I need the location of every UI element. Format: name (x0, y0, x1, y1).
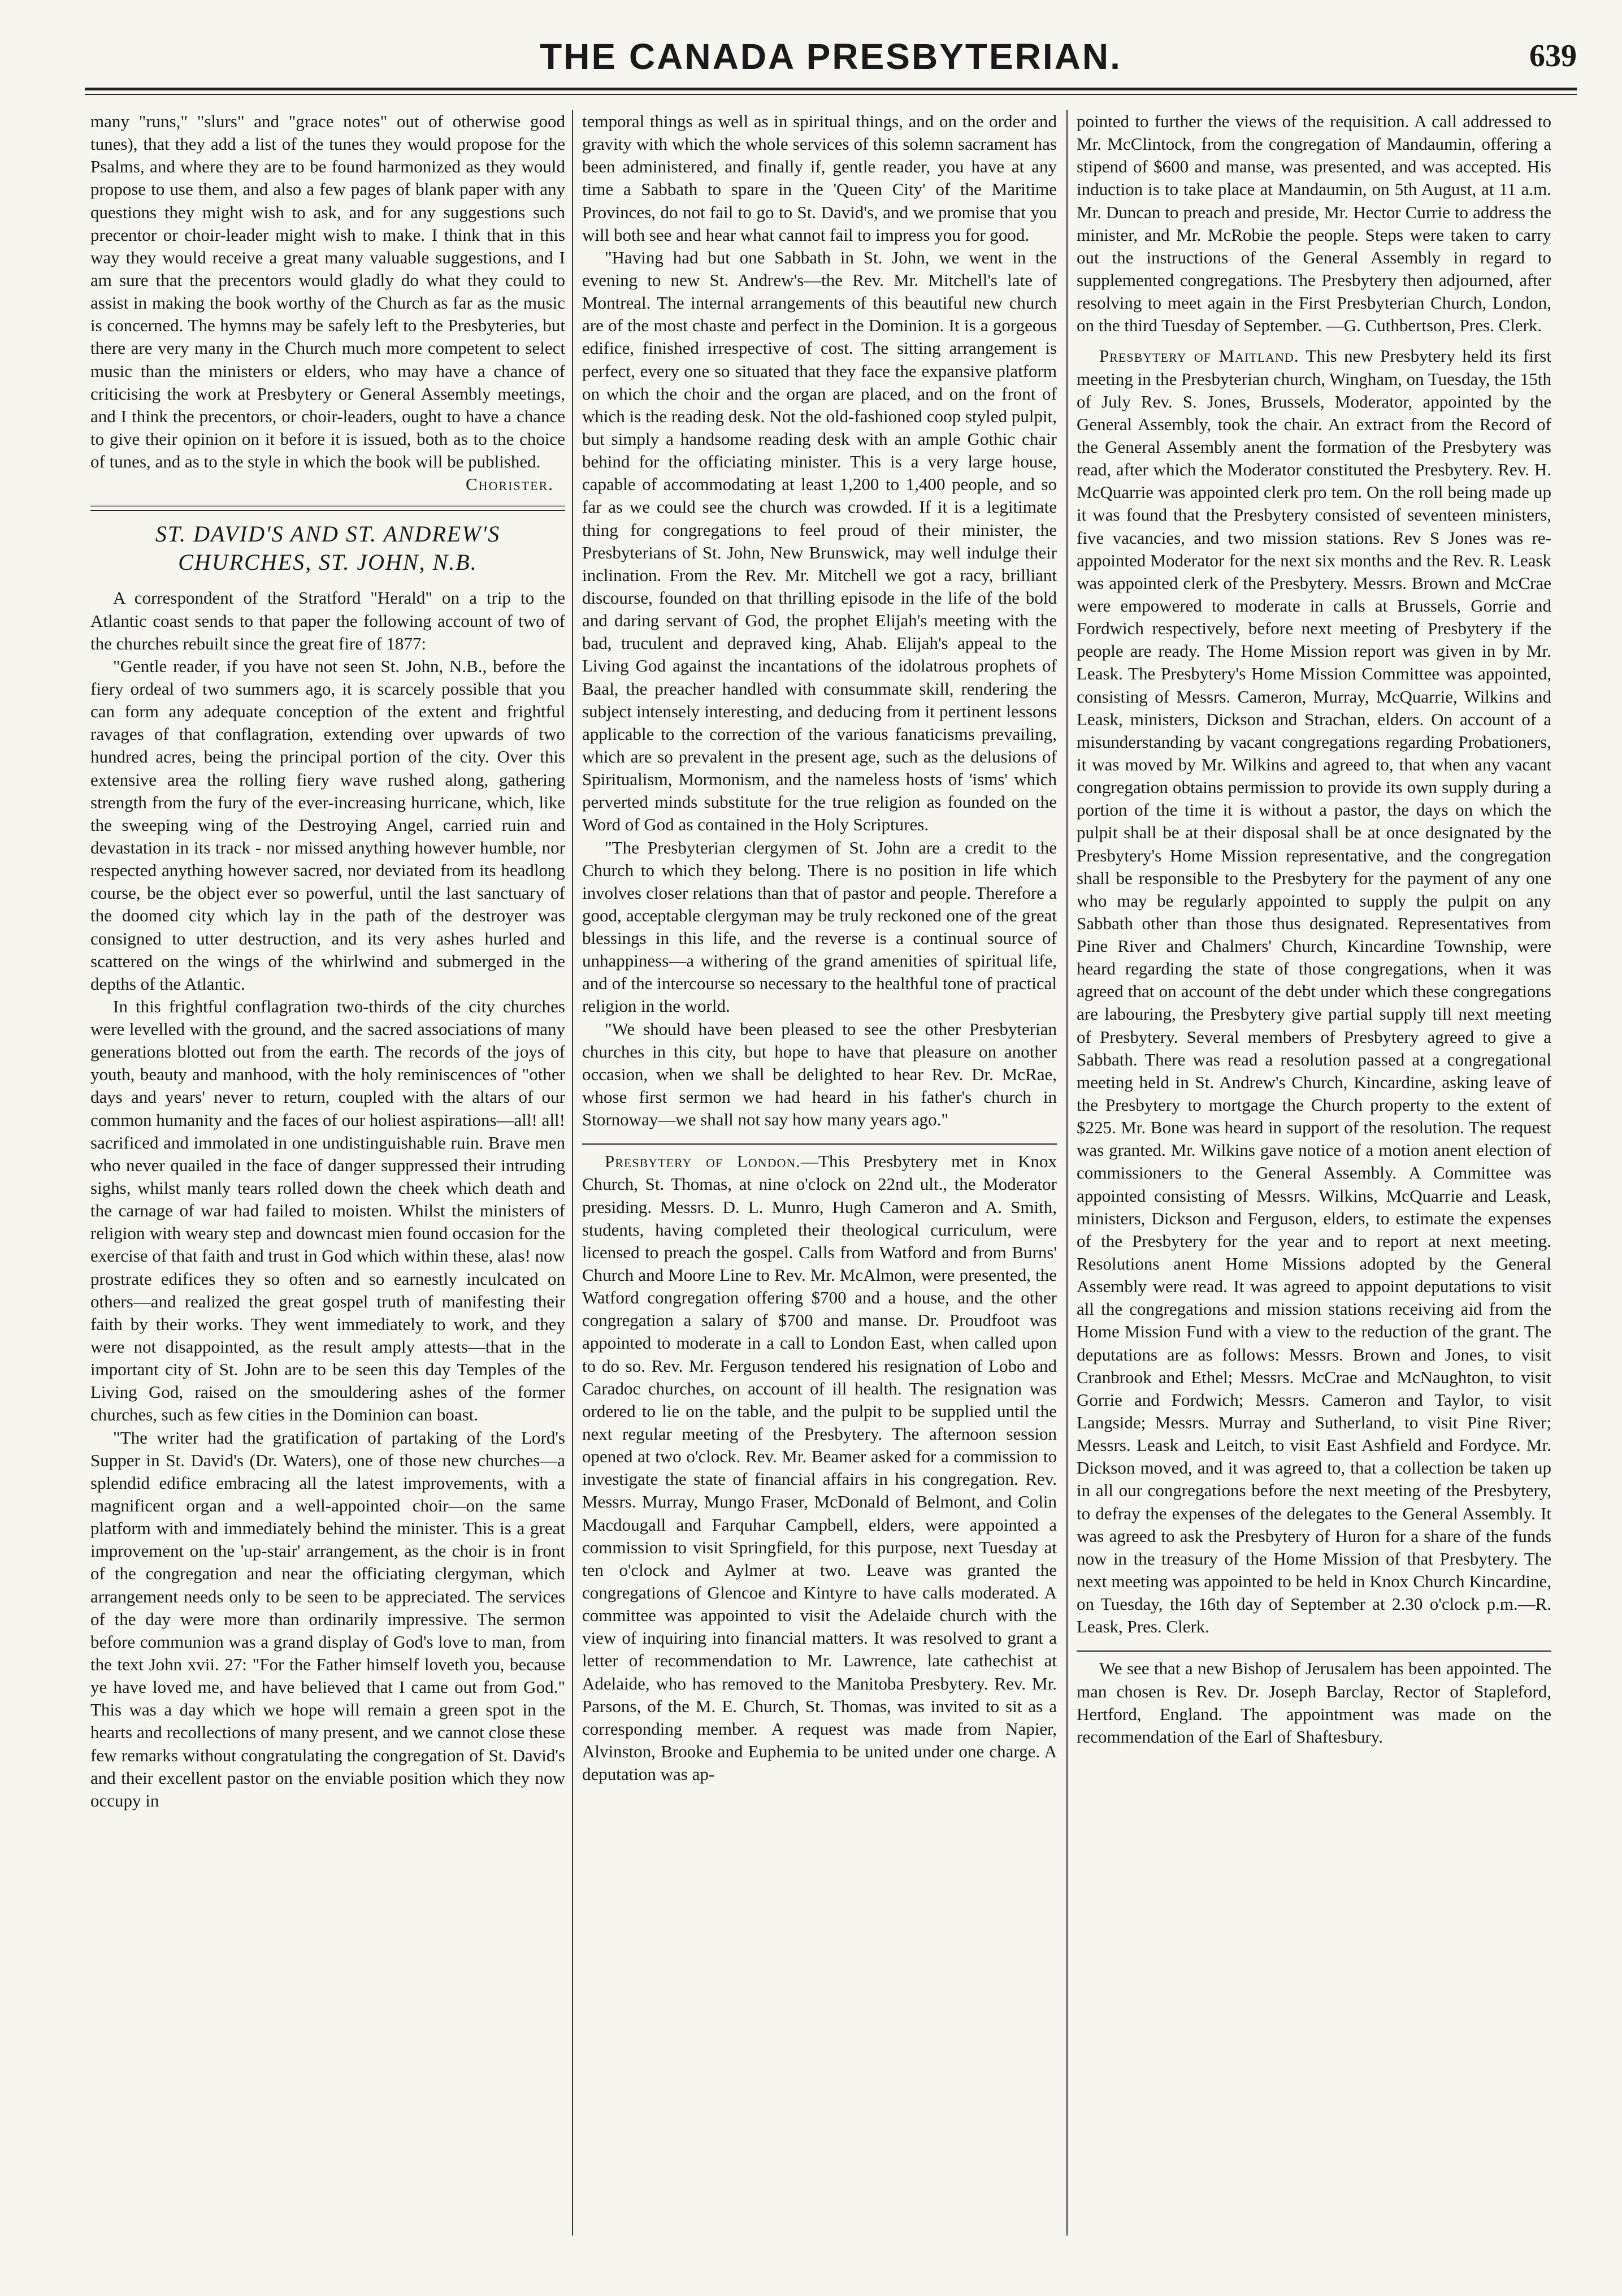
header-rule-thin (85, 94, 1577, 95)
paragraph: pointed to further the views of the requisition. A call addressed to Mr. McClintock, from the congregation of Mandaumin, offering a stipend of $600 and manse, was presented, and was accepted. His induction is to take place at Mandaumin, on 5th August, at 11 a.m. Mr. Duncan to preach and preside, Mr. Hector Currie to address the minister, and Mr. McRobie the people. Steps were taken to carry out the instructions of the General Assembly in regard to supplemented congregations. The Presbytery then adjourned, after resolving to meet again in the First Presbyterian Church, London, on the third Tuesday of September. —G. Cuthbertson, Pres. Clerk. (1077, 111, 1551, 336)
page-number: 639 (1529, 38, 1577, 73)
column-3 (1077, 110, 1551, 1748)
paragraph: "The writer had the gratification of partaking of the Lord's Supper in St. David's (Dr. Waters), one of those new churches—a splendid edifice embracing all the latest improvements, with a magnificent organ and a well-appointed choir—on the same platform with and immediately behind the minister. This is a great improvement on the 'up-stair' arrangement, as the choir is in front of the congregation and near the officiating clergyman, which arrangement needs only to be seen to be appreciated. The services of the day were more than ordinarily impressive. The sermon before communion was a grand display of God's love to man, from the text John xvii. 27: "For the Father himself loveth you, because ye have loved me, and have believed that I came out from God." This was a day which we hope will remain a green spot in the hearts and recollections of many present, and we cannot close these few remarks without congratulating the congregation of St. David's and their excellent pastor on the enviable position which they now occupy in (90, 1427, 565, 1810)
paragraph-text: —This Presbytery met in Knox Church, St. Thomas, at nine o'clock on 22nd ult., the Moderator presiding. Messrs. D. L. Munro, Hugh Cameron and A. Smith, students, having completed their theological curriculum, were licensed to preach the gospel. Calls from Watford and from Burns' Church and Moore Line to Rev. Mr. McAlmon, were presented, the Watford congregation offering $700 and a house, and the other congregation a salary of $700 and manse. Dr. Proudfoot was appointed to moderate in a call to London East, when called upon to do so. Rev. Mr. Ferguson tendered his resignation of Lobo and Caradoc churches, on account of ill health. The resignation was ordered to lie on the table, and the pulpit to be supplied until the next regular meeting of the Presbytery. The afternoon session opened at two o'clock. Rev. Mr. Beamer asked for a commission to investigate the state of financial affairs in his congregation. Rev. Messrs. Murray, Mungo Fraser, McDonald of Belmont, and Colin Macdougall and Farquhar Campbell, elders, were appointed a commission to visit Springfield, for this purpose, next Tuesday at ten o'clock and Aylmer at two. Leave was granted the congregations of Glencoe and Kintyre to have calls moderated. A committee was appointed to visit the Adelaide church with the view of inquiring into financial matters. It was resolved to grant a letter of recommendation to Mr. Lawrence, late cathechist at Adelaide, who has removed to the Manitoba Presbytery. Rev. Mr. Parsons, of the M. E. Church, St. Thomas, was invited to sit as a corresponding member. A request was made from Napier, Alvinston, Brooke and Euphemia to be united under one charge. A deputation was ap- (582, 1151, 1057, 1784)
section-separator (90, 505, 565, 511)
paragraph: A correspondent of the Stratford "Herald" on a trip to the Atlantic coast sends to that paper the following account of two of the churches rebuilt since the great fire of 1877: (90, 588, 565, 653)
column-2 (582, 110, 1057, 1786)
paragraph-presbytery-london (582, 1150, 1057, 1786)
column-divider (1066, 110, 1068, 2236)
signature: Chorister. (466, 474, 554, 495)
column-1 (90, 110, 565, 1812)
section-lead: Presbytery of London. (605, 1151, 801, 1172)
paragraph: In this frightful conflagration two-thirds of the city churches were levelled with the ground, and the sacred associations of many generations blotted out from the earth. The records of the joys of youth, beauty and manhood, with the holy reminiscences of "other days and years' never to return, coupled with the altars of our common humanity and the faces of our holiest aspirations—all! all! sacrificed and immolated in one undistinguishable ruin. Brave men who never quailed in the face of danger suppressed their intruding sighs, whilst manly tears rolled down the cheek which death and the carnage of war had failed to moisten. Whilst the ministers of religion with weary step and downcast mien found occasion for the exercise of that faith and trust in God which within these, alas! now prostrate edifices they so often and so earnestly inculcated on others—and realized the great gospel truth of manifesting their faith by their works. They went immediately to work, and they were not disappointed, as the result amply attests—that in the important city of St. John are to be seen this day Temples of the Living God, raised on the smouldering ashes of the former churches, such as few cities in the Dominion can boast. (90, 996, 565, 1425)
paragraph: "The Presbyterian clergymen of St. John are a credit to the Church to which they belong. There is no position in life which involves closer relations than that of pastor and people. Therefore a good, acceptable clergyman may be truly reckoned one of the great blessings in this life, and the reverse is a continual source of unhappiness—a withering of the grand amenities of spiritual life, and of the intercourse so necessary to the healthful tone of practical religion in the world. (582, 837, 1057, 1016)
paragraph-presbytery-maitland (1077, 345, 1551, 1638)
newspaper-title: THE CANADA PRESBYTERIAN. (540, 36, 1122, 77)
paragraph: "We should have been pleased to see the other Presbyterian churches in this city, but hope to have that pleasure on another occasion, when we shall be delighted to hear Rev. Dr. McRae, whose first sermon we had heard in his father's church in Stornoway—we shall not say how many years ago." (582, 1019, 1057, 1130)
header-rule-thick (85, 88, 1577, 90)
section-separator (582, 1143, 1057, 1145)
paragraph: "Gentle reader, if you have not seen St. John, N.B., before the fiery ordeal of two summers ago, it is scarcely possible that you can form any adequate conception of the extent and frightful ravages of that conflagration, extending over upwards of two hundred acres, being the principal portion of the city. Over this extensive area the rolling fiery wave rushed along, gathering strength from the fury of the ever-increasing hurricane, which, like the sweeping wing of the Destroying Angel, carried ruin and devastation in its track - nor missed anything however humble, nor respected anything however sacred, nor deviated from its headlong course, be the object ever so powerful, until the last sanctuary of the doomed city which lay in the path of the destroyer was consigned to utter destruction, and its very ashes hurled and scattered on the wings of the whirlwind and submerged in the depths of the Atlantic. (90, 656, 565, 994)
paragraph: many "runs," "slurs" and "grace notes" out of otherwise good tunes), that they add a list of the tunes they would propose for the Psalms, and where they are to be found harmonized as they would propose to use them, and also a few pages of blank paper with any questions they might wish to ask, and for any suggestions such precentor or choir-leader might wish to make. I think that in this way they would receive a great many valuable suggestions, and I am sure that the precentors would gladly do what they could to assist in making the book worthy of the Church as far as the music is concerned. The hymns may be safely left to the Presbyteries, but there are very many in the Church much more competent to select music than the ministers or elders, who may have a chance of criticising the work at Presbytery or General Assembly meetings, and I think the precentors, or choir-leaders, ought to have a chance to give their opinion on it before it is issued, both as to the choice of tunes, and as to the style in which the book will be published. (90, 111, 565, 472)
section-lead: Presbytery of Maitland. (1099, 346, 1299, 366)
section-separator (1077, 1650, 1551, 1652)
paragraph: We see that a new Bishop of Jerusalem has been appointed. The man chosen is Rev. Dr. Joseph Barclay, Rector of Stapleford, Hertford, England. The appointment was made on the recommendation of the Earl of Shaftesbury. (1077, 1658, 1551, 1747)
article-title: ST. DAVID'S AND ST. ANDREW'S CHURCHES, ST. JOHN, N.B. (155, 521, 501, 575)
paragraph: "Having had but one Sabbath in St. John, we went in the evening to new St. Andrew's—the Rev. Mr. Mitchell's late of Montreal. The internal arrangements of this beautiful new church are of the most chaste and perfect in the Dominion. It is a gorgeous edifice, finished irrespective of cost. The sitting arrangement is perfect, every one so situated that they face the expansive platform on which the choir and the organ are placed, and on the front of which is the reading desk. Not the old-fashioned coop styled pulpit, but simply a handsome reading desk with an ample Gothic chair behind for the officiating minister. This is a very large house, capable of accommodating at least 1,200 to 1,400 people, and so far as we could see the church was crowded. If it is a legitimate thing for congregations to feel proud of their minister, the Presbyterians of St. John, New Brunswick, may well indulge their inclination. From the Rev. Mr. Mitchell we got a racy, brilliant discourse, founded on that thrilling episode in the life of the bold and daring servant of God, the prophet Elijah's meeting with the bad, truculent and depraved king, Ahab. Elijah's appeal to the Living God against the incantations of the idolatrous prophets of Baal, the preacher handled with consummate skill, rendering the subject intensely interesting, and deducing from it pertinent lessons applicable to the correction of the various fanaticisms prevailing, which are so prevalent in the present age, such as the delusions of Spiritualism, Mormonism, and the nameless hosts of 'isms' which perverted minds substitute for the true religion as founded on the Word of God as contained in the Holy Scriptures. (582, 247, 1057, 835)
column-divider (572, 110, 573, 2236)
masthead (85, 31, 1577, 82)
paragraph: temporal things as well as in spiritual things, and on the order and gravity with which the whole services of this solemn sacrament has been administered, and finally if, gentle reader, you have at any time a Sabbath to spare in the 'Queen City' of the Maritime Provinces, do not fail to go to St. David's, and we promise that you will both see and hear what cannot fail to impress you for good. (582, 111, 1057, 245)
paragraph-text: This new Presbytery held its first meeting in the Presbyterian church, Wingham, on Tuesday, the 15th of July Rev. S. Jones, Brussels, Moderator, appointed by the General Assembly, took the chair. An extract from the Record of the General Assembly anent the formation of the Presbytery was read, after which the Moderator constituted the Presbytery. Rev. H. McQuarrie was appointed clerk pro tem. On the roll being made up it was found that the Presbytery consisted of seventeen ministers, five vacancies, and two mission stations. Rev S Jones was re-appointed Moderator for the next six months and the Rev. R. Leask was appointed clerk of the Presbytery. Messrs. Brown and McCrae were empowered to moderate in calls at Brussels, Gorrie and Fordwich respectively, before next meeting of Presbytery if the people are ready. The Home Mission report was given in by Mr. Leask. The Presbytery's Home Mission Committee was appointed, consisting of Messrs. Cameron, Murray, McQuarrie, Wilkins and Leask, ministers, Dickson and Strachan, elders. On account of a misunderstanding by vacant congregations regarding Probationers, it was moved by Mr. Wilkins and agreed to, that when any vacant congregation obtains permission to provide its own supply during a portion of the time it is without a pastor, the days on which the pulpit shall be at their disposal shall be at once designated by the Presbytery's Home Mission representative, and the congregation shall be responsible to the Presbytery for the payment of any one who may be regularly appointed to supply the pulpit on any Sabbath other than those thus designated. Representatives from Pine River and Chalmers' Church, Kincardine Township, were heard regarding the state of those congregations, when it was agreed that on account of the debt under which these congregations are labouring, the Presbytery give partial supply till next meeting of Presbytery. Several members of Presbytery agreed to give a Sabbath. There was read a resolution passed at a congregational meeting held in St. Andrew's Church, Kincardine, asking leave of the Presbytery to mortgage the Church property to the extent of $225. Mr. Bone was heard in support of the resolution. The request was granted. Mr. Wilkins gave notice of a motion anent election of commissioners to the General Assembly. A Committee was appointed consisting of Messrs. Wilkins, McQuarrie and Leask, ministers, Dickson and Ferguson, elders, to estimate the expenses of the Presbytery for the year and to report at next meeting. Resolutions anent Home Missions adopted by the General Assembly were read. It was agreed to appoint deputations to visit all the congregations and mission stations receiving aid from the Home Mission Fund with a view to the reduction of the grant. The deputations are as follows: Messrs. Brown and Jones, to visit Cranbrook and Ethel; Messrs. McCrae and McNaughton, to visit Gorrie and Fordwich; Messrs. Cameron and Taylor, to visit Langside; Messrs. Murray and Sutherland, to visit Pine River; Messrs. Leask and Leitch, to visit East Ashfield and Fordyce. Mr. Dickson moved, and it was agreed to, that a collection be taken up in all our congregations before the next meeting of the Presbytery, to defray the expenses of the delegates to the General Assembly. It was agreed to ask the Presbytery of Huron for a share of the funds now in the treasury of the Home Mission of that Presbytery. The next meeting was appointed to be held in Knox Church Kincardine, on Tuesday, the 16th day of September at 2.30 o'clock p.m.—R. Leask, Pres. Clerk. (1077, 346, 1551, 1637)
